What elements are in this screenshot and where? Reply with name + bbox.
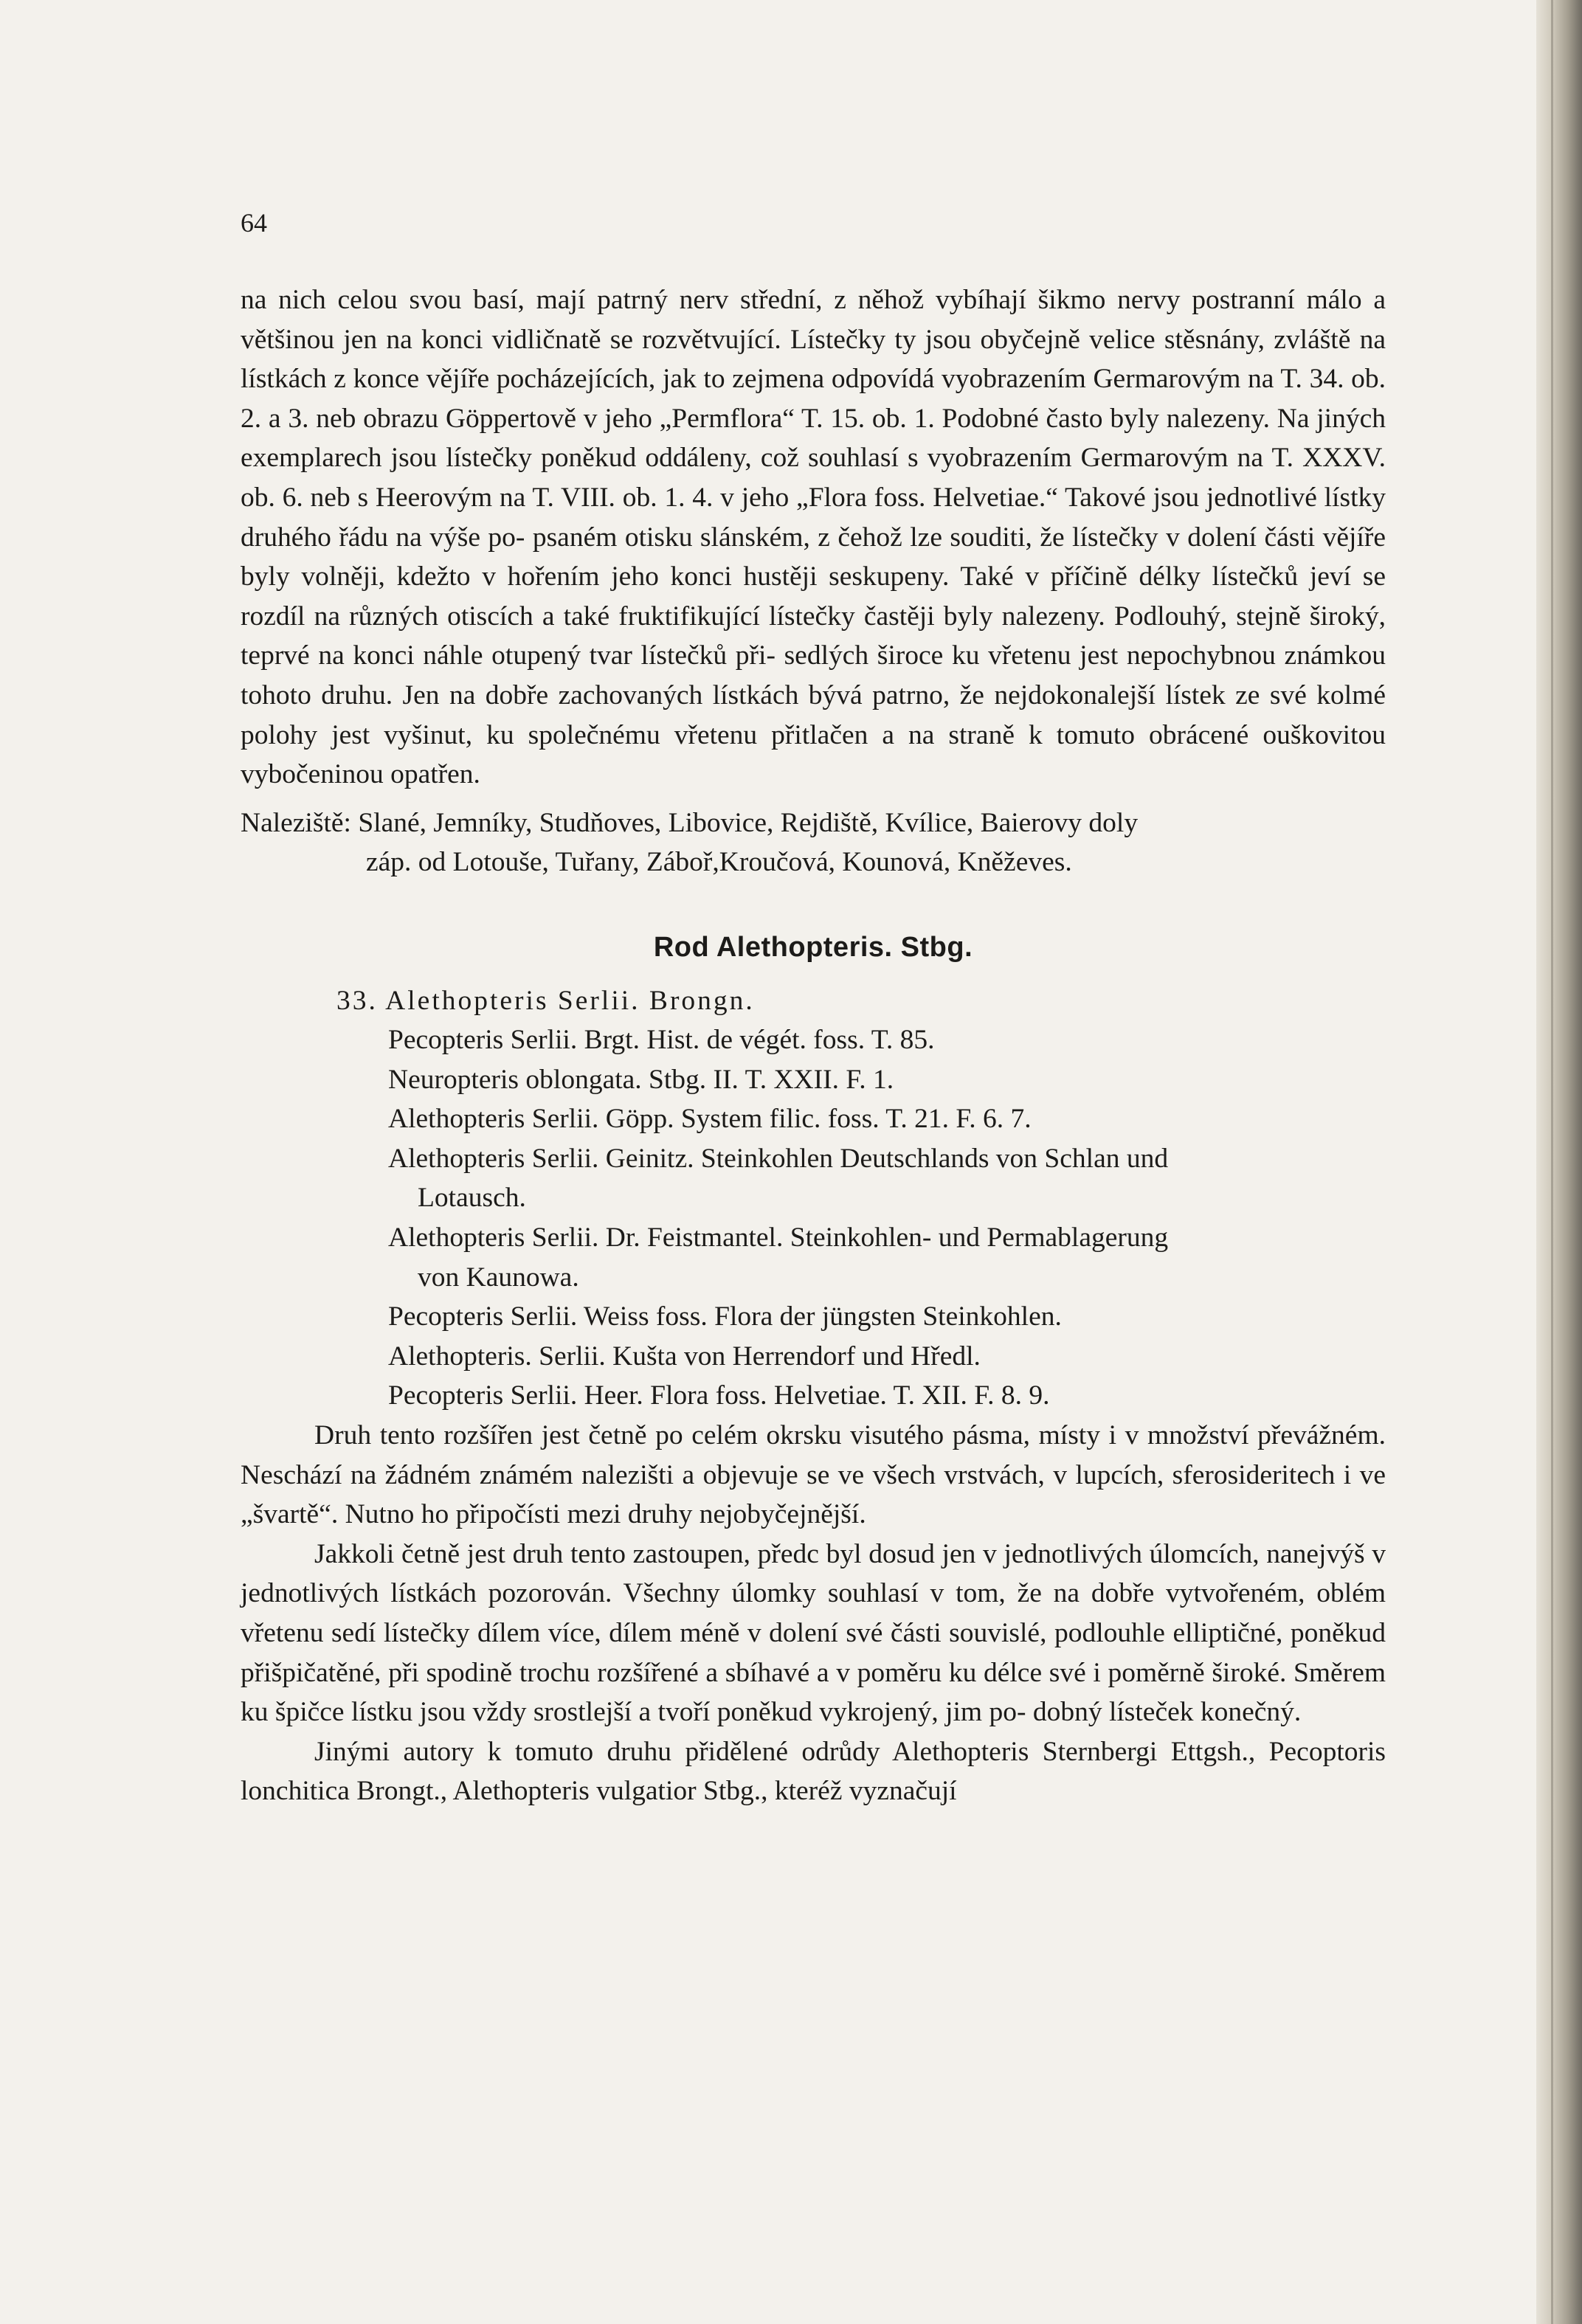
page-fold bbox=[1551, 0, 1553, 2324]
synonym-entry: Pecopteris Serlii. Brgt. Hist. de végét. foss. T. 85. bbox=[388, 1025, 935, 1056]
text-line: Germarovým na T. XXXV. ob. 6. neb s Heerovým na T. VIII. ob. 1. 4. v jeho bbox=[241, 443, 1386, 513]
localities-line-1: Slané, Jemníky, Studňoves, Libovice, Rejdiště, Kvílice, Baierovy doly bbox=[358, 807, 1139, 838]
text-line: volněji, kdežto v hořením jeho konci hustěji seskupeny. Také v příčině délky bbox=[301, 561, 1201, 592]
text-line: Jakkoli četně jest druh tento zastoupen, předc byl dosud jen v jednotlivých bbox=[314, 1538, 1142, 1569]
synonym-entry: Alethopteris. Serlii. Kušta von Herrendorf und Hředl. bbox=[388, 1341, 981, 1372]
intro-paragraph bbox=[241, 280, 1386, 795]
text-line: obyčejně velice stěsnány, zvláště na lístkách z konce vějíře pocházejících, jak to bbox=[241, 324, 1386, 395]
text-line: úlomcích, nanejvýš v jednotlivých lístkách pozorován. Všechny úlomky souhlasí bbox=[241, 1538, 1386, 1609]
synonym-entry: Alethopteris Serlii. Geinitz. Steinkohlen Deutschlands von Schlan und bbox=[388, 1143, 1169, 1174]
text-line: jest vyšinut, ku společnému vřetenu přitlačen a na straně k tomuto obrácené bbox=[331, 719, 1249, 750]
species-title: 33. Alethopteris Serlii. Brongn. bbox=[336, 985, 755, 1016]
synonym-entry: Neuropteris oblongata. Stbg. II. T. XXII. F. 1. bbox=[388, 1064, 894, 1095]
text-line: zejmena odpovídá vyobrazením Germarovým na T. 34. ob. 2. a 3. neb obrazu bbox=[241, 364, 1386, 434]
synonym-entry-continued: von Kaunowa. bbox=[418, 1262, 579, 1293]
synonym-entry: Alethopteris Serlii. Dr. Feistmantel. Steinkohlen- und Permablagerung bbox=[388, 1222, 1169, 1253]
paragraph-varieties bbox=[241, 1732, 1386, 1811]
localities-label: Naleziště: bbox=[241, 807, 351, 838]
text-line: dobný lísteček konečný. bbox=[1032, 1697, 1302, 1728]
text-line: Směrem ku špičce lístku jsou vždy srostlejší a tvoří poněkud vykrojený, jim po- bbox=[241, 1657, 1386, 1728]
text-line: i v množství převážném. Neschází na žádném známém nalezišti a objevuje se ve bbox=[241, 1420, 1386, 1490]
text-line: sedlých široce ku vřetenu jest nepochybnou známkou tohoto druhu. Jen na dobře bbox=[241, 640, 1386, 710]
page-number: 64 bbox=[241, 208, 267, 238]
text-line: spodině trochu rozšířené a sbíhavé a v poměru ku délce své i poměrně široké. bbox=[426, 1657, 1287, 1688]
text-line: Göppertově v jeho „Permflora“ T. 15. ob. 1. Podobné často byly nalezeny. Na bbox=[445, 403, 1310, 434]
paragraph-distribution bbox=[241, 1416, 1386, 1535]
text-line: ouškovitou vybočeninou opatřen. bbox=[241, 719, 1386, 790]
text-line: jiných exemplarech jsou lístečky poněkud oddáleny, což souhlasí s vyobrazením bbox=[241, 403, 1386, 474]
text-line: Jinými autory k tomuto druhu přidělené odrůdy Alethopteris Sternbergi bbox=[314, 1736, 1158, 1767]
text-line: méně v dolení své části souvislé, podlouhle elliptičné, poněkud přišpičatěné, při bbox=[241, 1618, 1386, 1688]
localities-line-2: záp. od Lotouše, Tuřany, Záboř,Kroučová, Kounová, Kněževes. bbox=[366, 847, 1072, 878]
synonym-entry: Alethopteris Serlii. Göpp. System filic. foss. T. 21. F. 6. 7. bbox=[388, 1104, 1032, 1135]
text-line: nalezeny. Podlouhý, stejně široký, teprvé na konci náhle otupený tvar lístečků při- bbox=[241, 601, 1386, 671]
text-line: druhy nejobyčejnější. bbox=[627, 1499, 866, 1530]
text-line: lístečků jeví se rozdíl na různých otiscích a také fruktifikující lístečky častěji byly bbox=[241, 561, 1386, 632]
text-line: „Flora foss. Helvetiae.“ Takové jsou jednotlivé lístky druhého řádu na výše po- bbox=[241, 482, 1386, 553]
synonym-list bbox=[241, 1020, 1386, 1416]
synonym-entry: Pecopteris Serlii. Weiss foss. Flora der jüngsten Steinkohlen. bbox=[388, 1301, 1062, 1332]
section-heading: Rod Alethopteris. Stbg. bbox=[653, 931, 973, 963]
page-body bbox=[241, 280, 1386, 1811]
text-line: Druh tento rozšířen jest četně po celém okrsku visutého pásma, místy bbox=[314, 1420, 1100, 1451]
text-line: postranní málo a většinou jen na konci vidličnatě se rozvětvující. Lístečky ty jsou bbox=[241, 285, 1386, 355]
page-edge-shadow bbox=[1536, 0, 1582, 2324]
text-line: všech vrstvách, v lupcích, sferosideritech i ve „švartě“. Nutno ho připočísti mezi bbox=[241, 1459, 1386, 1530]
synonym-entry-continued: Lotausch. bbox=[418, 1183, 526, 1214]
localities bbox=[241, 803, 1386, 882]
text-line: v tom, že na dobře vytvořeném, oblém vřetenu sedí lístečky dílem více, dílem bbox=[241, 1578, 1386, 1648]
paragraph-description bbox=[241, 1535, 1386, 1732]
text-line: psaném otisku slánském, z čehož lze souditi, že lístečky v dolení části vějíře byly bbox=[241, 522, 1386, 592]
synonym-entry: Pecopteris Serlii. Heer. Flora foss. Helvetiae. T. XII. F. 8. 9. bbox=[388, 1380, 1050, 1411]
text-line: zachovaných lístkách bývá patrno, že nejdokonalejší lístek ze své kolmé polohy bbox=[241, 679, 1386, 750]
text-line: Ettgsh., Pecoptoris lonchitica Brongt., Alethopteris vulgatior Stbg., kteréž vyznačují bbox=[241, 1736, 1386, 1807]
text-line: na nich celou svou basí, mají patrný nerv střední, z něhož vybíhají šikmo nervy bbox=[241, 285, 1181, 315]
